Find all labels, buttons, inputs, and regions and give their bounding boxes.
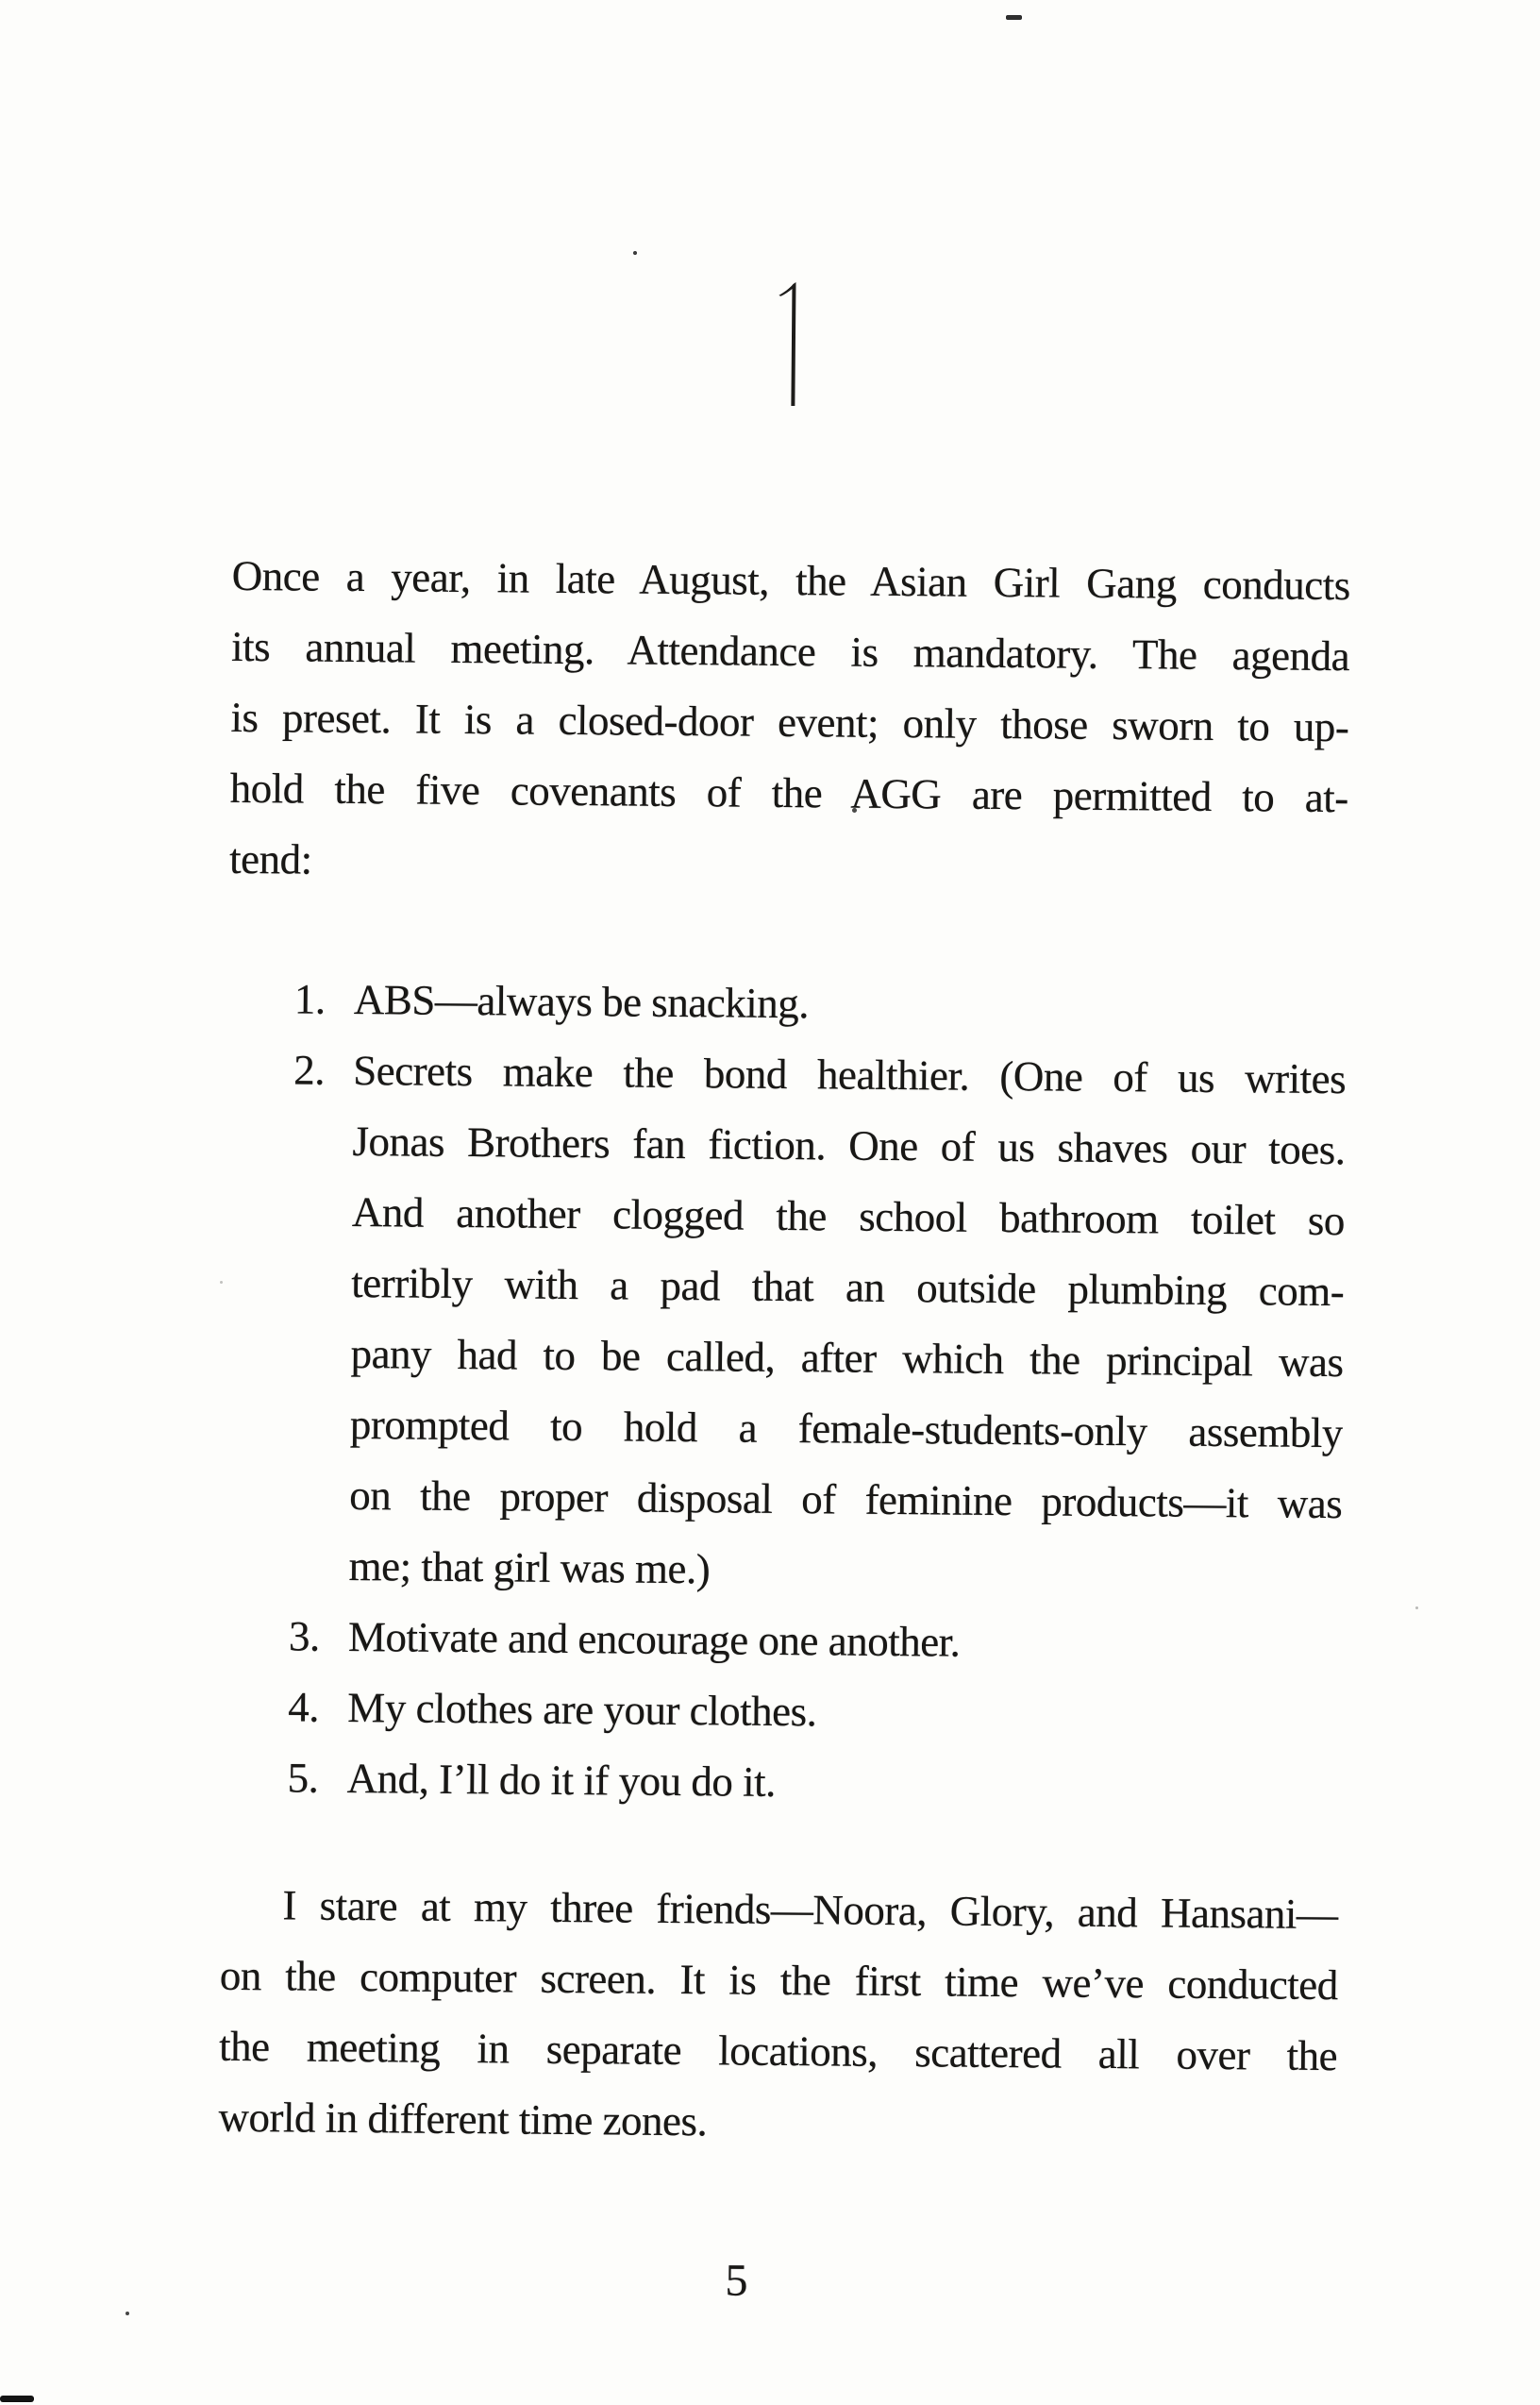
list-item-number-spacer: [292, 1247, 352, 1319]
text-line: And, I’ll do it if you do it.: [346, 1754, 777, 1806]
text-line: on the computer screen. It is the first time we’ve conducted: [219, 1951, 1339, 2010]
text-line: Motivate and encourage one another.: [347, 1612, 961, 1666]
list-item-number-spacer: [293, 1176, 353, 1248]
text-line: me; that girl was me.): [348, 1541, 711, 1593]
list-item-continuation: [225, 1318, 1344, 1398]
text-line: And another clogged the school bathroom toilet so: [351, 1187, 1346, 1245]
list-item: [227, 1034, 1347, 1115]
text-line: the meeting in separate locations, scattered all over the: [218, 2022, 1338, 2080]
scan-artifact-speck: [1415, 1606, 1418, 1609]
page-number: 5: [725, 2255, 748, 2306]
list-item-number-spacer: [290, 1459, 350, 1531]
text-line: prompted to hold a female-students-only assembly: [349, 1400, 1344, 1457]
text-line: on the proper disposal of feminine products—it was: [349, 1471, 1343, 1528]
text-line: Jonas Brothers fan fiction. One of us shaves our toes.: [352, 1117, 1346, 1174]
list-item-continuation: [226, 1176, 1346, 1256]
text-line: I stare at my three friends—Noora, Glory, and Hansani—: [282, 1881, 1339, 1939]
list-item-number: 2.: [293, 1046, 326, 1094]
text-line: is preset. It is a closed-door event; only those sworn to up-: [230, 693, 1349, 751]
text-line: world in different time zones.: [218, 2093, 708, 2145]
list-item: [222, 1672, 1341, 1752]
closing-paragraph: [218, 1870, 1339, 2162]
list-item-number: 1.: [293, 975, 326, 1023]
text-line: its annual meeting. Attendance is mandatory. The agenda: [230, 622, 1350, 681]
scan-artifact-speck: [126, 2312, 129, 2315]
text-line: Once a year, in late August, the Asian Girl Gang conducts: [231, 551, 1350, 610]
chapter-number: [774, 279, 803, 408]
text-line: tend:: [228, 834, 312, 883]
list-item-number-spacer: [293, 1105, 353, 1177]
covenant-list: [221, 964, 1347, 1823]
text-line: Secrets make the bond healthier. (One of us writes: [352, 1046, 1347, 1103]
list-item-number: 3.: [288, 1612, 320, 1660]
text-line: ABS—always be snacking.: [353, 975, 810, 1028]
list-item-number-spacer: [291, 1318, 351, 1389]
list-item-continuation: [223, 1530, 1342, 1610]
list-item: [223, 1601, 1342, 1681]
opening-paragraph: [229, 541, 1350, 904]
text-line: hold the five covenants of the AGG are permitted to at-: [229, 764, 1348, 822]
text-line: pany had to be called, after which the principal was: [350, 1329, 1344, 1387]
list-item: [221, 1742, 1340, 1823]
scan-artifact-speck: [220, 1281, 223, 1284]
list-item-continuation: [225, 1388, 1344, 1469]
list-item-continuation: [226, 1105, 1346, 1186]
list-item-continuation: [226, 1247, 1345, 1327]
list-item-number: 5.: [287, 1754, 319, 1802]
list-item-number: 4.: [288, 1683, 320, 1731]
text-line: My clothes are your clothes.: [347, 1683, 817, 1736]
list-item: [228, 964, 1348, 1044]
numeral-1-glyph: [774, 279, 803, 408]
printed-text-block: [216, 0, 1355, 2405]
list-item-number-spacer: [291, 1388, 351, 1460]
text-line: terribly with a pad that an outside plumbing com-: [351, 1258, 1345, 1316]
scan-artifact-smudge: [0, 2396, 34, 2402]
list-item-continuation: [224, 1459, 1343, 1539]
list-item-number-spacer: [289, 1530, 349, 1602]
